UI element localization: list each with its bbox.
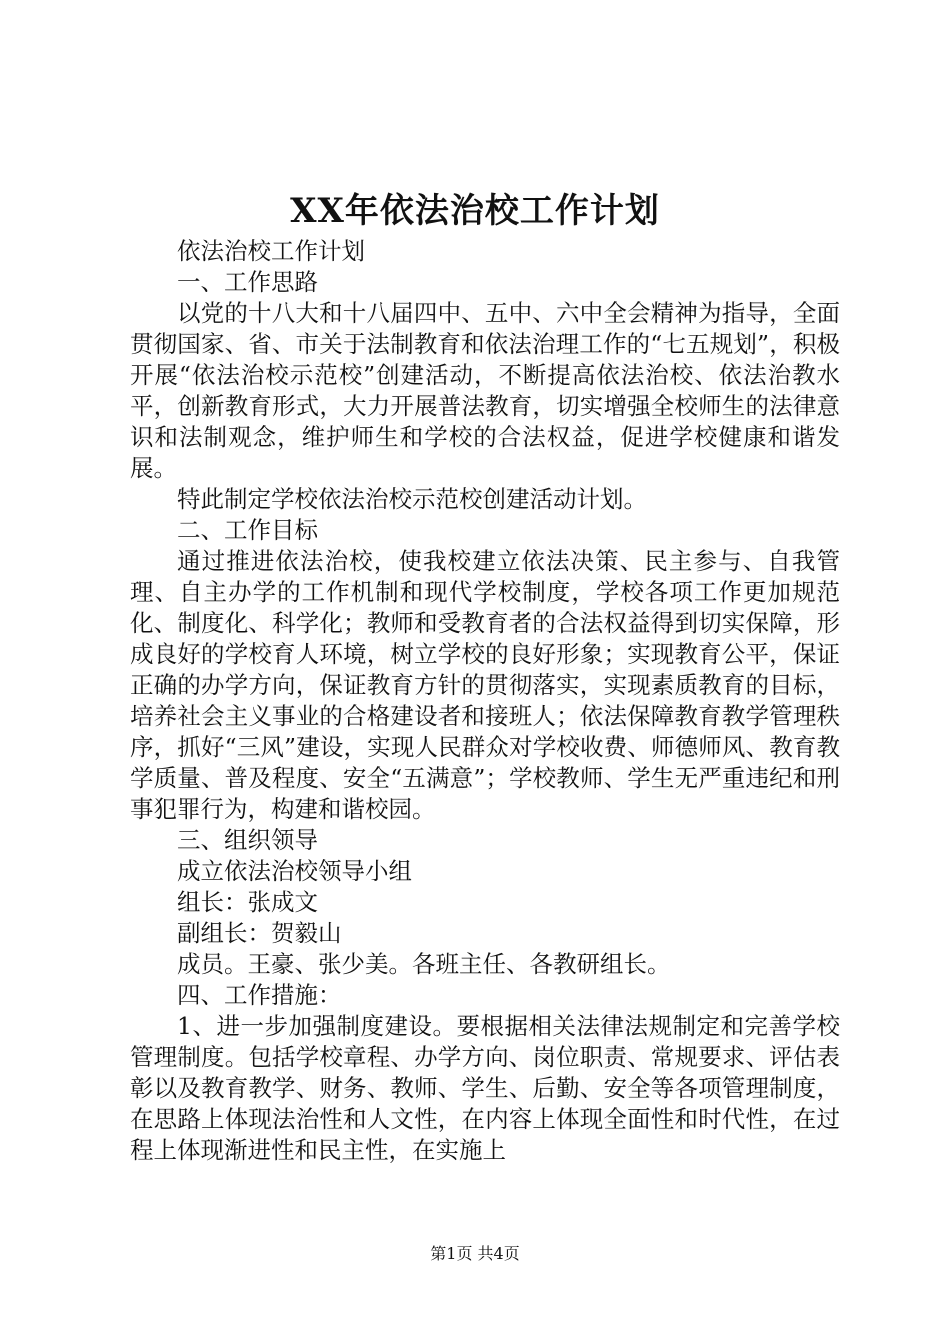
paragraph: 成员。王豪、张少美。各班主任、各教研组长。 [177,950,671,978]
paragraph: 以党的十八大和十八届四中、五中、六中全会精神为指导，全面贯彻国家、省、市关于法制教育和依法治理工作的“七五规划”，积极开展“依法治校示范校”创建活动，不断提高依法治校、依法治教水平，创新教育形式，大力开展普法教育，切实增强全校师生的法律意识和法制观念，维护师生和学校的合法权益，促进学校健康和谐发展。 [130,299,840,482]
paragraph: 组长：张成文 [177,888,318,916]
document-title: XX年依法治校工作计划 [290,191,660,231]
paragraph: 三、组织领导 [177,826,318,854]
paragraph: 二、工作目标 [177,516,318,544]
paragraph: 依法治校工作计划 [177,237,365,265]
paragraph: 通过推进依法治校，使我校建立依法决策、民主参与、自我管理、自主办学的工作机制和现代学校制度，学校各项工作更加规范化、制度化、科学化；教师和受教育者的合法权益得到切实保障，形成良好的学校育人环境，树立学校的良好形象；实现教育公平，保证正确的办学方向，保证教育方针的贯彻落实，实现素质教育的目标，培养社会主义事业的合格建设者和接班人；依法保障教育教学管理秩序，抓好“三风”建设，实现人民群众对学校收费、师德师风、教育教学质量、普及程度、安全“五满意”；学校教师、学生无严重违纪和刑事犯罪行为，构建和谐校园。 [130,547,840,823]
paragraph: 一、工作思路 [177,268,318,296]
document-body [130,236,840,1166]
paragraph: 1、进一步加强制度建设。要根据相关法律法规制定和完善学校管理制度。包括学校章程、办学方向、岗位职责、常规要求、评估表彰以及教育教学、财务、教师、学生、后勤、安全等各项管理制度，在思路上体现法治性和人文性，在内容上体现全面性和时代性，在过程上体现渐进性和民主性，在实施上 [130,1012,840,1164]
page-footer: 第1页 共4页 [430,1244,520,1263]
paragraph: 特此制定学校依法治校示范校创建活动计划。 [177,485,647,513]
paragraph: 副组长：贺毅山 [177,919,342,947]
paragraph: 四、工作措施： [177,981,342,1009]
paragraph: 成立依法治校领导小组 [177,857,412,885]
